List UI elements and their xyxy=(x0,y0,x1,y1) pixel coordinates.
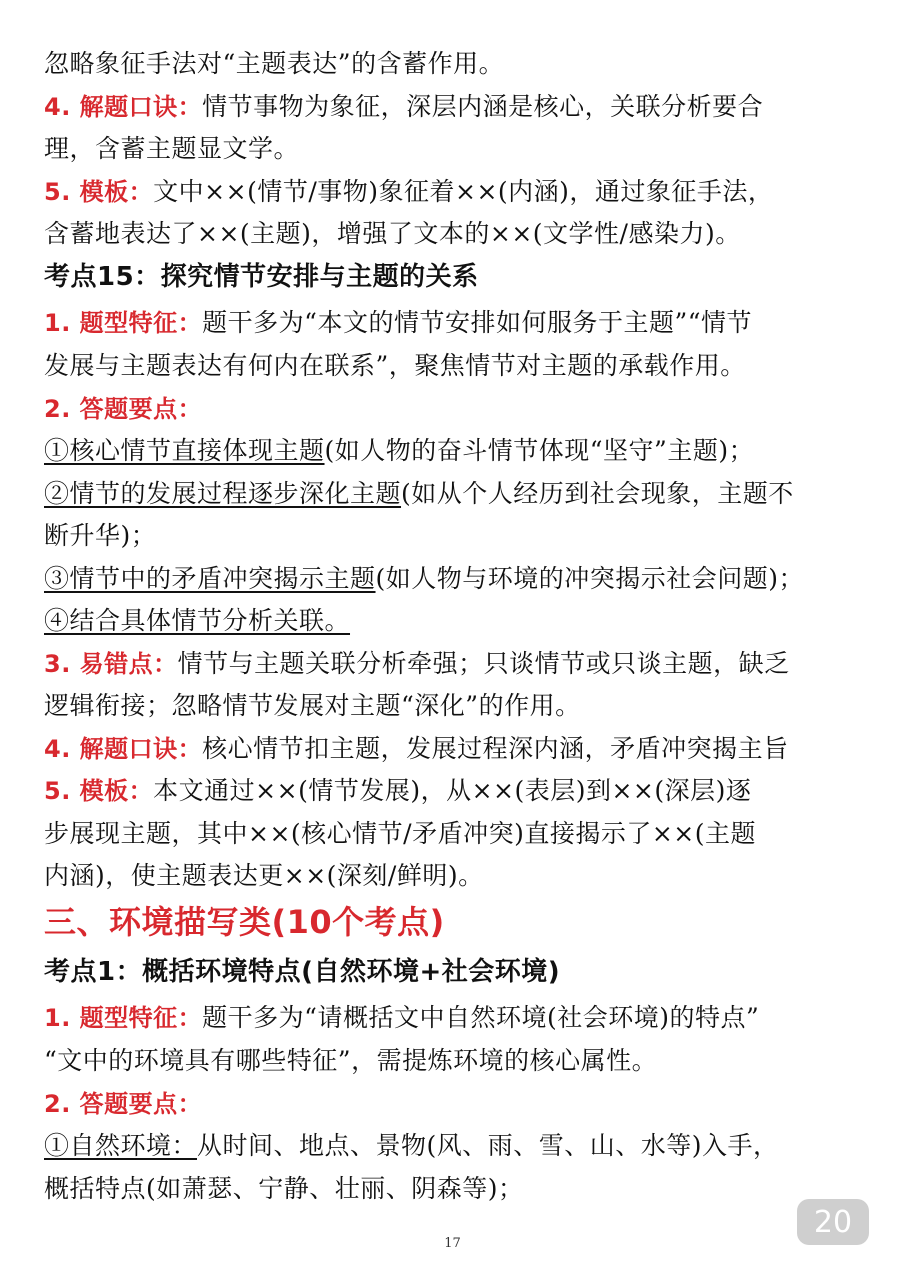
text-line: 忽略象征手法对“主题表达”的含蓄作用。 xyxy=(44,49,505,78)
text-line: 逻辑衔接；忽略情节发展对主题“深化”的作用。 xyxy=(44,691,581,720)
text-line: 理，含蓄主题显文学。 xyxy=(44,134,300,163)
text-line xyxy=(44,391,202,427)
text-line: 4. 解题口诀：情节事物为象征，深层内涵是核心，关联分析要合 xyxy=(44,92,764,121)
item-label: 2. 答题要点： xyxy=(44,395,203,423)
text-line: 内涵)，使主题表达更××(深刻/鲜明)。 xyxy=(44,861,484,890)
item-label: 4. 解题口诀： xyxy=(44,93,203,121)
text-line: 5. 模板：文中××(情节/事物)象征着××(内涵)，通过象征手法， xyxy=(44,177,774,206)
text-line: 3. 易错点：情节与主题关联分析牵强；只谈情节或只谈主题，缺乏 xyxy=(44,649,790,678)
chapter-heading: 三、环境描写类(10个考点) xyxy=(44,903,445,941)
text-line: ②情节的发展过程逐步深化主题(如从个人经历到社会现象，主题不 xyxy=(44,479,794,508)
underlined-point: ①自然环境： xyxy=(44,1131,198,1160)
text-line: 1. 题型特征：题干多为“请概括文中自然环境(社会环境)的特点” xyxy=(44,1003,760,1032)
text-line: 5. 模板：本文通过××(情节发展)，从××(表层)到××(深层)逐 xyxy=(44,776,752,805)
underlined-point: ①核心情节直接体现主题 xyxy=(44,436,325,465)
text-line: 概括特点(如萧瑟、宁静、壮丽、阴森等)； xyxy=(44,1174,524,1203)
item-label: 3. 易错点： xyxy=(44,650,178,678)
underlined-point: ②情节的发展过程逐步深化主题 xyxy=(44,479,402,508)
page-number: 17 xyxy=(444,1236,461,1251)
text-line: 1. 题型特征：题干多为“本文的情节安排如何服务于主题”“情节 xyxy=(44,308,753,337)
underlined-point: ④结合具体情节分析关联。 xyxy=(44,606,351,635)
item-label: 1. 题型特征： xyxy=(44,309,203,337)
item-label: 5. 模板： xyxy=(44,777,154,805)
text-line: 断升华)； xyxy=(44,521,157,550)
text-line xyxy=(44,603,350,639)
page-count-badge[interactable]: 20 xyxy=(797,1199,869,1245)
text-line: 4. 解题口诀：核心情节扣主题，发展过程深内涵，矛盾冲突揭主旨 xyxy=(44,734,789,763)
text-line: 步展现主题，其中××(核心情节/矛盾冲突)直接揭示了××(主题 xyxy=(44,819,756,848)
text-line: ①自然环境：从时间、地点、景物(风、雨、雪、山、水等)入手， xyxy=(44,1131,779,1160)
underlined-point: ③情节中的矛盾冲突揭示主题 xyxy=(44,564,376,593)
section-heading: 考点15：探究情节安排与主题的关系 xyxy=(44,262,479,292)
text-line: ③情节中的矛盾冲突揭示主题(如人物与环境的冲突揭示社会问题)； xyxy=(44,564,805,593)
text-line: 含蓄地表达了××(主题)，增强了文本的××(文学性/感染力)。 xyxy=(44,219,741,248)
item-label: 1. 题型特征： xyxy=(44,1004,203,1032)
text-line: “文中的环境具有哪些特征”，需提炼环境的核心属性。 xyxy=(44,1046,658,1075)
text-line xyxy=(44,1086,202,1122)
section-heading: 考点1：概括环境特点(自然环境+社会环境) xyxy=(44,957,561,987)
item-label: 5. 模板： xyxy=(44,178,154,206)
item-label: 4. 解题口诀： xyxy=(44,735,203,763)
item-label: 2. 答题要点： xyxy=(44,1090,203,1118)
text-line: ①核心情节直接体现主题(如人物的奋斗情节体现“坚守”主题)； xyxy=(44,436,755,465)
text-line: 发展与主题表达有何内在联系”，聚焦情节对主题的承载作用。 xyxy=(44,351,746,380)
